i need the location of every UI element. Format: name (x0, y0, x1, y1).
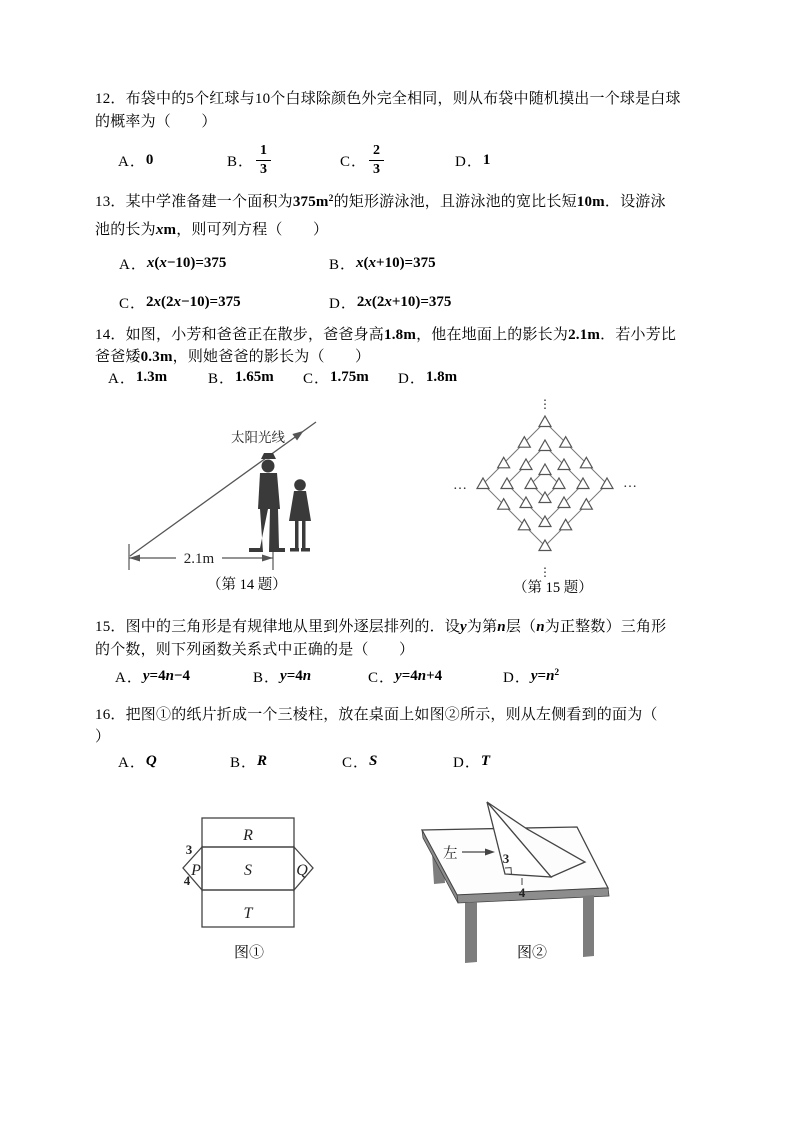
q13-option-d: D． 2x(2x+10)=375 (329, 293, 452, 312)
q16-line-1: 16．把图①的纸片折成一个三棱柱，放在桌面上如图②所示，则从左侧看到的面为（ (95, 707, 658, 723)
table-leg-front-left (465, 902, 477, 963)
q16-figure-net (175, 808, 340, 940)
q15-line-1: 15．图中的三角形是有规律地从里到外逐层排列的．设y为第n层（n为正整数）三角形 (95, 619, 667, 635)
q14-option-a: A． 1.3m (108, 368, 168, 387)
q15-figure-caption: （第 15 题） (513, 580, 593, 596)
q14-figure-sunray-shadow (120, 398, 392, 576)
prism-edge-4: 4 (518, 885, 526, 900)
net-label-T: T (243, 905, 253, 922)
net-label-R: R (243, 827, 253, 844)
net-label-P: P (191, 862, 201, 879)
q16-option-b: B． R (230, 752, 268, 771)
q13-option-b: B． x(x+10)=375 (329, 254, 436, 273)
left-view-label: 左 (443, 846, 458, 862)
dots-left: … (453, 478, 467, 493)
q12-line-1: 12．布袋中的5个红球与10个白球除颜色外完全相同，则从布袋中随机摸出一个球是白球 (95, 91, 681, 107)
q16-option-d: D． T (453, 752, 491, 771)
q13-line-2: 池的长为xm，则可列方程（ ） (95, 222, 329, 238)
sun-ray-line (130, 422, 316, 556)
q14-line-2: 爸爸矮0.3m，则她爸爸的影长为（ ） (95, 349, 371, 365)
sun-ray-label: 太阳光线 (231, 430, 285, 445)
q12-line-2: 的概率为（ ） (95, 114, 217, 130)
q15-line-2: 的个数，则下列函数关系式中正确的是（ ） (95, 642, 415, 658)
fraction-two-thirds: $\frac{2}{3}$ (369, 142, 384, 179)
net-edge-4: 4 (183, 873, 191, 888)
dots-bottom: ⋮ (539, 565, 551, 579)
table-leg-front-right (583, 895, 594, 957)
q12-option-c: C． $\frac{2}{3}$ (340, 137, 384, 183)
q14-line-1: 14．如图，小芳和爸爸正在散步，爸爸身高1.8m，他在地面上的影长为2.1m．若小芳比 (95, 327, 677, 343)
q13-option-c: C． 2x(2x−10)=375 (119, 293, 241, 312)
q16-option-c: C． S (342, 752, 378, 771)
q13-option-a: A． x(x−10)=375 (119, 254, 227, 273)
net-label-Q: Q (296, 862, 308, 879)
father-figure (249, 453, 285, 552)
measure-arrow-right (262, 555, 273, 562)
q14-option-b: B． 1.65m (208, 368, 274, 387)
q14-option-d: D． 1.8m (398, 368, 458, 387)
net-label-S: S (244, 862, 252, 879)
q12-option-a: A． 0 (118, 151, 154, 170)
net-edge-3: 3 (185, 842, 193, 857)
prism-edge-3: 3 (502, 851, 510, 866)
q14-option-c: C． 1.75m (303, 368, 369, 387)
q15-option-d: D． $y=n^2$ (503, 667, 560, 686)
q15-option-b: B． y=4n (253, 667, 312, 686)
figure2-caption: 图② (517, 945, 548, 961)
dots-top: ⋮ (539, 397, 551, 411)
fraction-one-third: $\frac{1}{3}$ (256, 142, 271, 179)
dots-right: … (623, 476, 637, 491)
sun-ray-arrowhead (292, 428, 306, 441)
q12-option-d: D． 1 (455, 151, 491, 170)
q15-option-c: C． y=4n+4 (368, 667, 443, 686)
q13-line-1: 13．某中学准备建一个面积为$375m^2$的矩形游泳池，且游泳池的宽比长短10m．设游泳 (95, 194, 666, 210)
q16-option-a: A． Q (118, 752, 157, 771)
daughter-figure (289, 479, 311, 551)
q12-option-b: B． $\frac{1}{3}$ (227, 137, 271, 183)
figure1-caption: 图① (234, 945, 265, 961)
q14-figure-caption: （第 14 题） (207, 577, 287, 593)
triangle-rings (477, 416, 613, 551)
shadow-length-label: 2.1m (183, 551, 215, 567)
q15-option-a: A． y=4n−4 (115, 667, 190, 686)
q16-line-2: ） (95, 729, 111, 745)
q15-figure-triangle-pattern (448, 392, 646, 584)
